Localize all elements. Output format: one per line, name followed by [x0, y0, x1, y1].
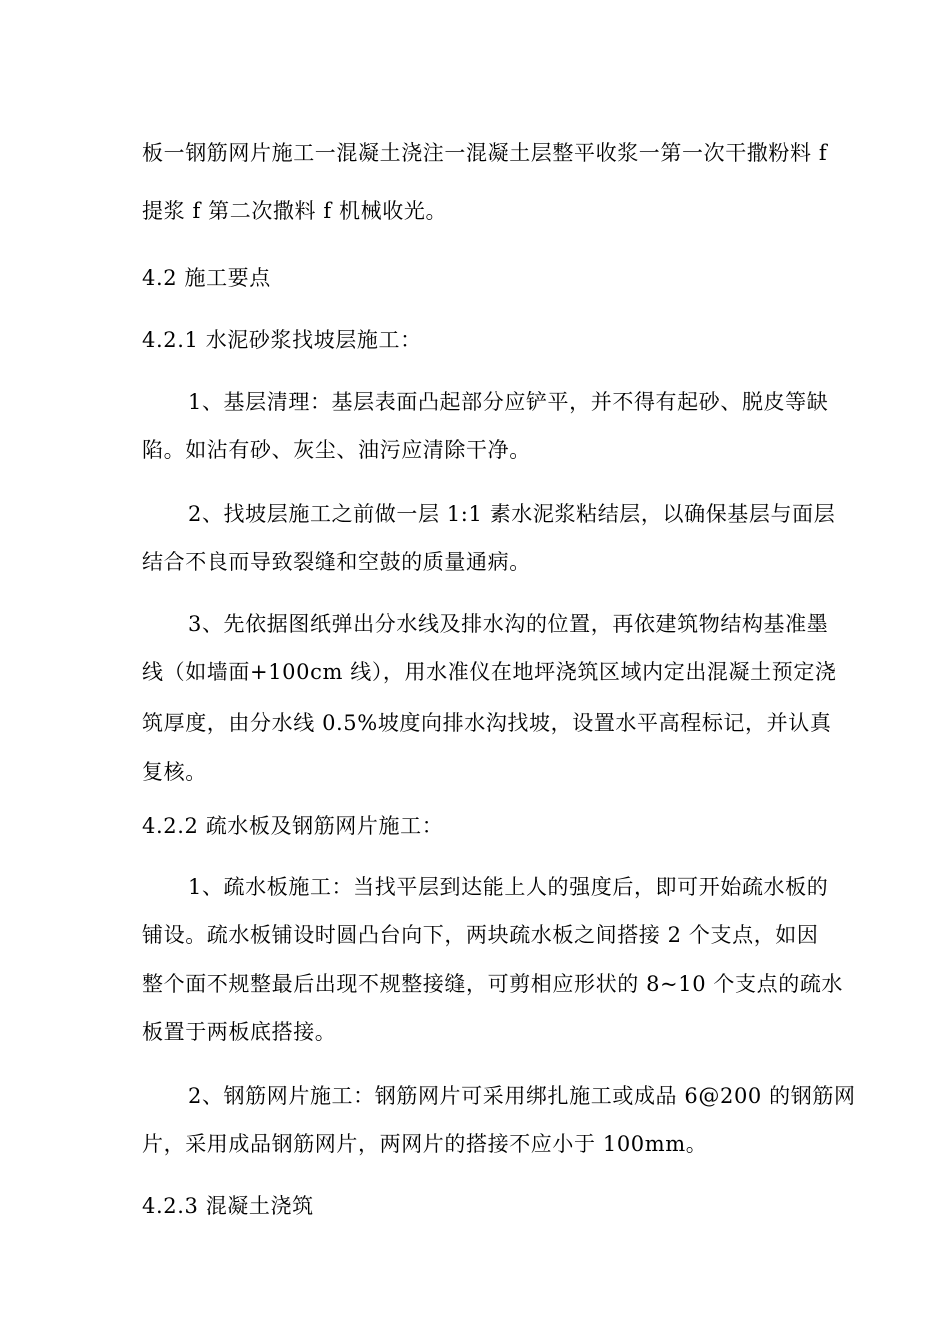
text-line: 线（如墙面+100cm 线），用水准仪在地坪浇筑区域内定出混凝土预定浇: [142, 660, 837, 684]
text-line: 1、基层清理：基层表面凸起部分应铲平，并不得有起砂、脱皮等缺: [188, 390, 829, 414]
section-heading: 4.2 施工要点: [142, 266, 271, 290]
subsection-heading: 4.2.3 混凝土浇筑: [142, 1194, 314, 1218]
text-line: 1、疏水板施工：当找平层到达能上人的强度后，即可开始疏水板的: [188, 875, 829, 899]
text-line: 3、先依据图纸弹出分水线及排水沟的位置，再依建筑物结构基准墨: [188, 612, 829, 636]
text-line: 结合不良而导致裂缝和空鼓的质量通病。: [142, 550, 531, 574]
text-line: 铺设。疏水板铺设时圆凸台向下，两块疏水板之间搭接 2 个支点，如因: [142, 923, 819, 947]
text-line: 陷。如沾有砂、灰尘、油污应清除干净。: [142, 438, 531, 462]
text-line: 复核。: [142, 760, 207, 784]
text-line: 板置于两板底搭接。: [142, 1020, 337, 1044]
text-line: 提浆 f 第二次撒料 f 机械收光。: [142, 199, 448, 223]
text-line: 筑厚度，由分水线 0.5%坡度向排水沟找坡，设置水平高程标记，并认真: [142, 711, 832, 735]
text-line: 板一钢筋网片施工一混凝土浇注一混凝土层整平收浆一第一次干撒粉料 f: [142, 141, 828, 165]
subsection-heading: 4.2.2 疏水板及钢筋网片施工：: [142, 814, 444, 838]
text-line: 2、找坡层施工之前做一层 1:1 素水泥浆粘结层，以确保基层与面层: [188, 502, 836, 526]
subsection-heading: 4.2.1 水泥砂浆找坡层施工：: [142, 328, 422, 352]
text-line: 2、钢筋网片施工：钢筋网片可采用绑扎施工或成品 6@200 的钢筋网: [188, 1084, 856, 1108]
text-line: 整个面不规整最后出现不规整接缝，可剪相应形状的 8~10 个支点的疏水: [142, 972, 844, 996]
text-line: 片，采用成品钢筋网片，两网片的搭接不应小于 100mm。: [142, 1132, 708, 1156]
